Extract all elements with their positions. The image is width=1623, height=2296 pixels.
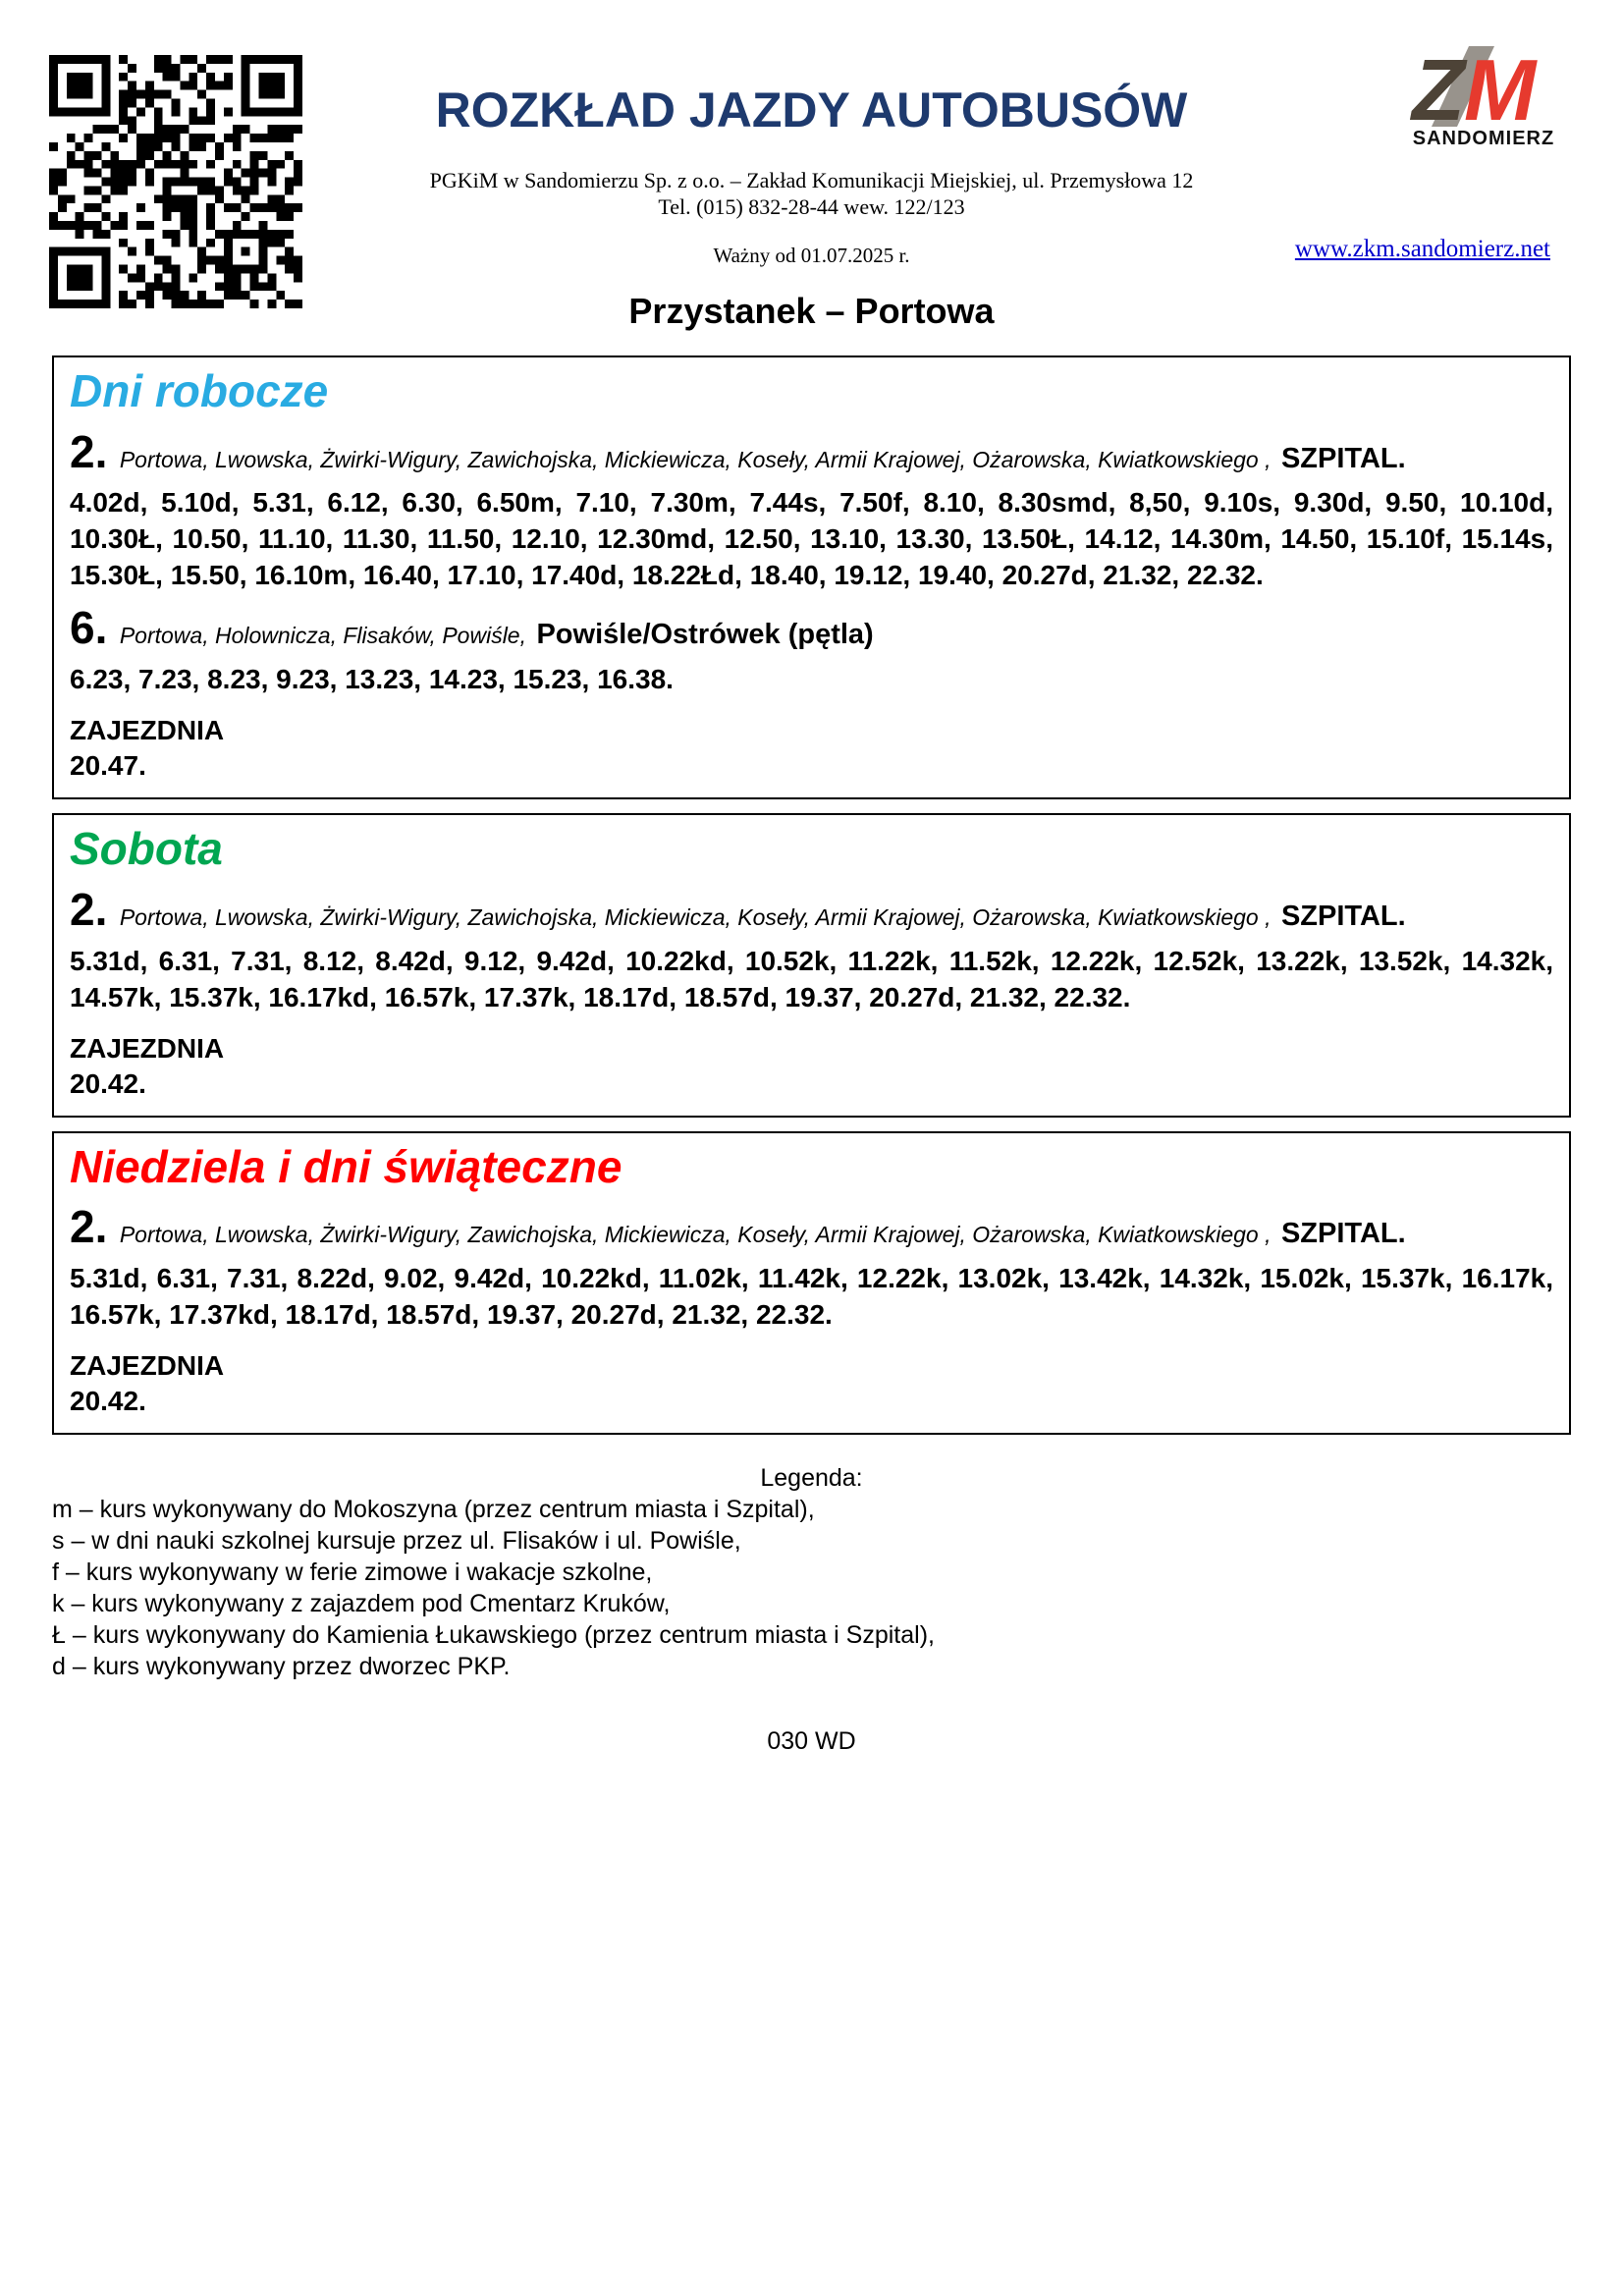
legend-title: Legenda:: [760, 1464, 863, 1493]
legend: [52, 1462, 1571, 1682]
section-dni-robocze: [52, 355, 1571, 799]
page-title: ROZKŁAD JAZDY AUTOBUSÓW: [435, 82, 1188, 137]
zm-logo-icon: [1410, 43, 1557, 130]
footer-code: 030 WD: [767, 1727, 856, 1756]
depot-label: ZAJEZDNIA: [70, 715, 225, 746]
legend-item: s – w dni nauki szkolnej kursuje przez ul. Flisaków i ul. Powiśle,: [52, 1527, 741, 1556]
route-2-times: 4.02d, 5.10d, 5.31, 6.12, 6.30, 6.50m, 7.10, 7.30m, 7.44s, 7.50f, 8.10, 8.30smd, 8,50, 9.10s, 9.30d, 9.50, 10.10d, 10.30Ł, 10.50, 11.10, 11.30, 11.50, 12.10, 12.30md, 12.50, 13.10, 13.30, 13.50Ł, 14.12, 14.30m, 14.50, 15.10f, 15.14s, 15.30Ł, 15.50, 16.10m, 16.40, 17.10, 17.40d, 18.22Łd, 18.40, 19.12, 19.40, 20.27d, 21.32, 22.32.: [70, 487, 1553, 591]
timetable-content: [52, 355, 1571, 1756]
route-via: Portowa, Holownicza, Flisaków, Powiśle,: [119, 623, 526, 649]
route-number: 2.: [70, 425, 108, 477]
route-2-times: 5.31d, 6.31, 7.31, 8.12, 8.42d, 9.12, 9.42d, 10.22kd, 10.52k, 11.22k, 11.52k, 12.22k, 12.52k, 13.22k, 13.52k, 14.32k, 14.57k, 15.37k, 16.17kd, 16.57k, 17.37k, 18.17d, 18.57d, 19.37, 20.27d, 21.32, 22.32.: [70, 945, 1553, 1012]
depot-block: [70, 713, 1553, 784]
legend-item: Ł – kurs wykonywany do Kamienia Łukawskiego (przez centrum miasta i Szpital),: [52, 1621, 935, 1650]
route-number: 2.: [70, 1201, 108, 1253]
zm-logo: [1402, 43, 1565, 150]
logo-letter-m: M: [1464, 43, 1537, 130]
section-sobota: [52, 813, 1571, 1117]
route-number: 6.: [70, 602, 108, 654]
depot-block: [70, 1031, 1553, 1102]
company-info-line1: PGKiM w Sandomierzu Sp. z o.o. – Zakład Komunikacji Miejskiej, ul. Przemysłowa 12: [429, 168, 1194, 192]
website-link[interactable]: www.zkm.sandomierz.net: [1294, 236, 1550, 262]
depot-times: 20.42.: [70, 1386, 146, 1417]
route-6-times: 6.23, 7.23, 8.23, 9.23, 13.23, 14.23, 15.23, 16.38.: [70, 664, 674, 695]
depot-label: ZAJEZDNIA: [70, 1350, 225, 1382]
legend-item: m – kurs wykonywany do Mokoszyna (przez centrum miasta i Szpital),: [52, 1496, 815, 1524]
company-info: [0, 167, 1623, 220]
company-info-line2: Tel. (015) 832-28-44 wew. 122/123: [658, 194, 965, 219]
stop-title: Przystanek – Portowa: [628, 291, 995, 331]
day-heading: Sobota: [70, 823, 223, 875]
route-via: Portowa, Lwowska, Żwirki-Wigury, Zawichojska, Mickiewicza, Koseły, Armii Krajowej, Ożarowska, Kwiatkowskiego ,: [119, 903, 1271, 930]
day-heading: Niedziela i dni świąteczne: [70, 1140, 622, 1192]
section-niedziela-i-dni-swiateczne: [52, 1131, 1571, 1435]
route-2-times: 5.31d, 6.31, 7.31, 8.22d, 9.02, 9.42d, 10.22kd, 11.02k, 11.42k, 12.22k, 13.02k, 13.42k, 14.32k, 15.02k, 15.37k, 16.17k, 16.57k, 17.37kd, 18.17d, 18.57d, 19.37, 20.27d, 21.32, 22.32.: [70, 1263, 1553, 1331]
depot-times: 20.47.: [70, 750, 146, 782]
route-destination: SZPITAL.: [1280, 442, 1406, 474]
route-6-head: [70, 603, 1553, 653]
valid-from-date: Ważny od 01.07.2025 r.: [713, 244, 910, 267]
legend-item: d – kurs wykonywany przez dworzec PKP.: [52, 1653, 511, 1681]
depot-block: [70, 1348, 1553, 1419]
day-heading: Dni robocze: [70, 365, 329, 416]
legend-item: f – kurs wykonywany w ferie zimowe i wakacje szkolne,: [52, 1558, 653, 1587]
route-2-head: [70, 427, 1553, 477]
header: [0, 0, 1623, 354]
route-destination: SZPITAL.: [1280, 1218, 1406, 1250]
route-destination: SZPITAL.: [1280, 900, 1406, 932]
depot-label: ZAJEZDNIA: [70, 1032, 225, 1064]
route-2-head: [70, 1202, 1553, 1252]
depot-times: 20.42.: [70, 1067, 146, 1099]
route-via: Portowa, Lwowska, Żwirki-Wigury, Zawichojska, Mickiewicza, Koseły, Armii Krajowej, Ożarowska, Kwiatkowskiego ,: [119, 446, 1271, 472]
route-number: 2.: [70, 883, 108, 935]
legend-item: k – kurs wykonywany z zajazdem pod Cmentarz Kruków,: [52, 1590, 671, 1618]
route-via: Portowa, Lwowska, Żwirki-Wigury, Zawichojska, Mickiewicza, Koseły, Armii Krajowej, Ożarowska, Kwiatkowskiego ,: [119, 1222, 1271, 1248]
route-destination: Powiśle/Ostrówek (pętla): [536, 619, 874, 651]
route-2-head: [70, 885, 1553, 935]
logo-letter-z: Z: [1412, 43, 1465, 130]
logo-city-label: SANDOMIERZ: [1412, 128, 1555, 149]
